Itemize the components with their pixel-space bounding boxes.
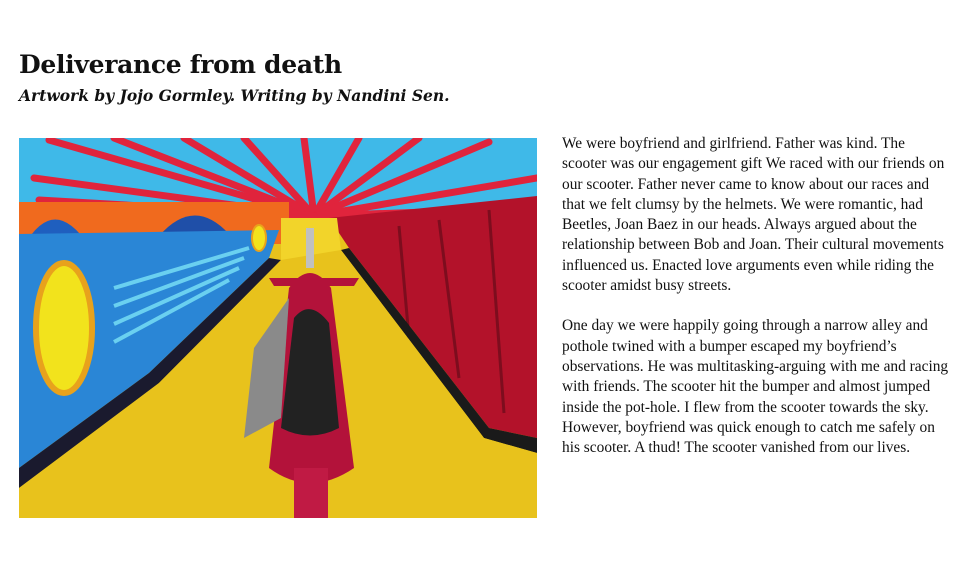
big-headlight [36, 263, 92, 393]
story-paragraph-2: One day we were happily going through a narrow alley and pothole twined with a bumper escaped my boyfriend’s observations. He was multitasking-arguing with me and racing with friends. The scooter hit the bumper and almost jumped inside the pot-hole. I flew from the scooter towards the sky. However, boyfriend was quick enough to catch me safely on his scooter. A thud! The scooter vanished from our lives. [562, 317, 949, 457]
artwork-svg [19, 138, 537, 518]
article-byline: Artwork by Jojo Gormley. Writing by Nandini Sen. [19, 86, 450, 105]
small-headlight [252, 225, 266, 251]
artwork-painting [19, 138, 537, 518]
story-text [562, 134, 952, 478]
article-title: Deliverance from death [19, 50, 342, 79]
story-paragraph-1: We were boyfriend and girlfriend. Father was kind. The scooter was our engagement gift We raced with our friends on our scooter. Father never came to know about our races and that we felt clumsy by the helmets. We were romantic, had Beetles, Joan Baez in our heads. Always argued about the relationship between Bob and Joan. Their cultural movements influenced us. Enacted love arguments even while riding the scooter amidst busy streets. [562, 135, 945, 295]
